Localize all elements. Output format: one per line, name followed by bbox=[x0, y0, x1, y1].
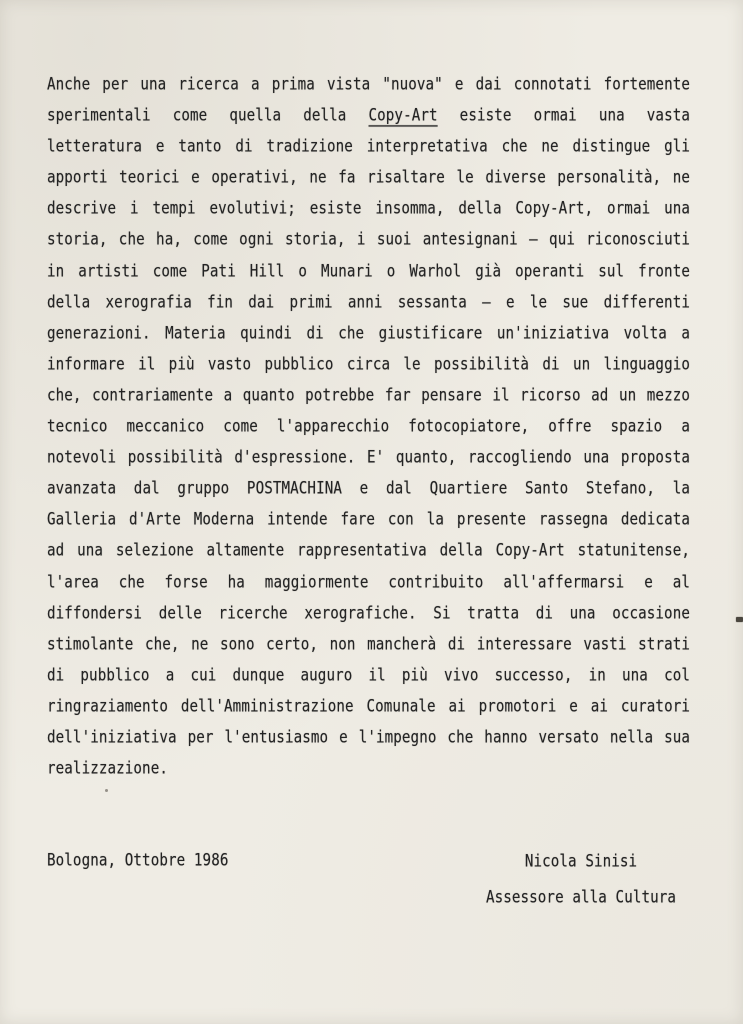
text-line: sperimentali come quella della Copy-Art esiste ormai una vasta bbox=[47, 106, 690, 126]
underlined-term: Copy-Art bbox=[368, 106, 438, 126]
text-line: l'area che forse ha maggiormente contribuito all'affermarsi e al bbox=[47, 572, 690, 592]
text-line: in artisti come Pati Hill o Munari o Warhol già operanti sul fronte bbox=[47, 262, 690, 281]
text-line: Galleria d'Arte Moderna intende fare con la presente rassegna dedicata bbox=[47, 510, 690, 530]
text-line: realizzazione. bbox=[47, 759, 168, 779]
text-line: descrive i tempi evolutivi; esiste insomma, della Copy-Art, ormai una bbox=[47, 199, 690, 219]
text-line: di pubblico a cui dunque auguro il più vivo successo, in una col bbox=[47, 666, 690, 686]
text-line: informare il più vasto pubblico circa le possibilità di un linguaggio bbox=[47, 355, 690, 375]
text-line: notevoli possibilità d'espressione. E' quanto, raccogliendo una proposta bbox=[47, 448, 690, 468]
scan-edge-mark bbox=[736, 617, 743, 622]
text-line: ringraziamento dell'Amministrazione Comunale ai promotori e ai curatori bbox=[47, 697, 690, 717]
text-line: della xerografia fin dai primi anni sessanta – e le sue differenti bbox=[47, 293, 690, 312]
dateline: Bologna, Ottobre 1986 bbox=[47, 851, 229, 871]
signature-title: Assessore alla Cultura bbox=[485, 887, 677, 907]
body-text bbox=[47, 70, 690, 785]
text-line: stimolante che, ne sono certo, non mancherà di interessare vasti strati bbox=[47, 635, 690, 655]
text-line: dell'iniziativa per l'entusiasmo e l'impegno che hanno versato nella sua bbox=[47, 728, 690, 748]
text-line: apporti teorici e operativi, ne fa risaltare le diverse personalità, ne bbox=[47, 168, 690, 188]
text-line: letteratura e tanto di tradizione interpretativa che ne distingue gli bbox=[47, 137, 690, 157]
text-line: Anche per una ricerca a prima vista "nuova" e dai connotati fortemente bbox=[47, 75, 690, 95]
text-line: che, contrariamente a quanto potrebbe far pensare il ricorso ad un mezzo bbox=[47, 386, 690, 406]
signature-name: Nicola Sinisi bbox=[524, 852, 638, 872]
text-line: generazioni. Materia quindi di che giustificare un'iniziativa volta a bbox=[47, 324, 690, 344]
text-line: ad una selezione altamente rappresentativa della Copy-Art statunitense, bbox=[47, 541, 690, 561]
signature-block bbox=[478, 845, 684, 916]
text-line: storia, che ha, come ogni storia, i suoi antesignani – qui riconosciuti bbox=[47, 230, 690, 250]
text-line: avanzata dal gruppo POSTMACHINA e dal Quartiere Santo Stefano, la bbox=[47, 479, 690, 499]
text-line: diffondersi delle ricerche xerografiche. Si tratta di una occasione bbox=[47, 604, 690, 623]
stray-ink-dot bbox=[105, 789, 108, 792]
text-line: tecnico meccanico come l'apparecchio fotocopiatore, offre spazio a bbox=[47, 417, 690, 437]
